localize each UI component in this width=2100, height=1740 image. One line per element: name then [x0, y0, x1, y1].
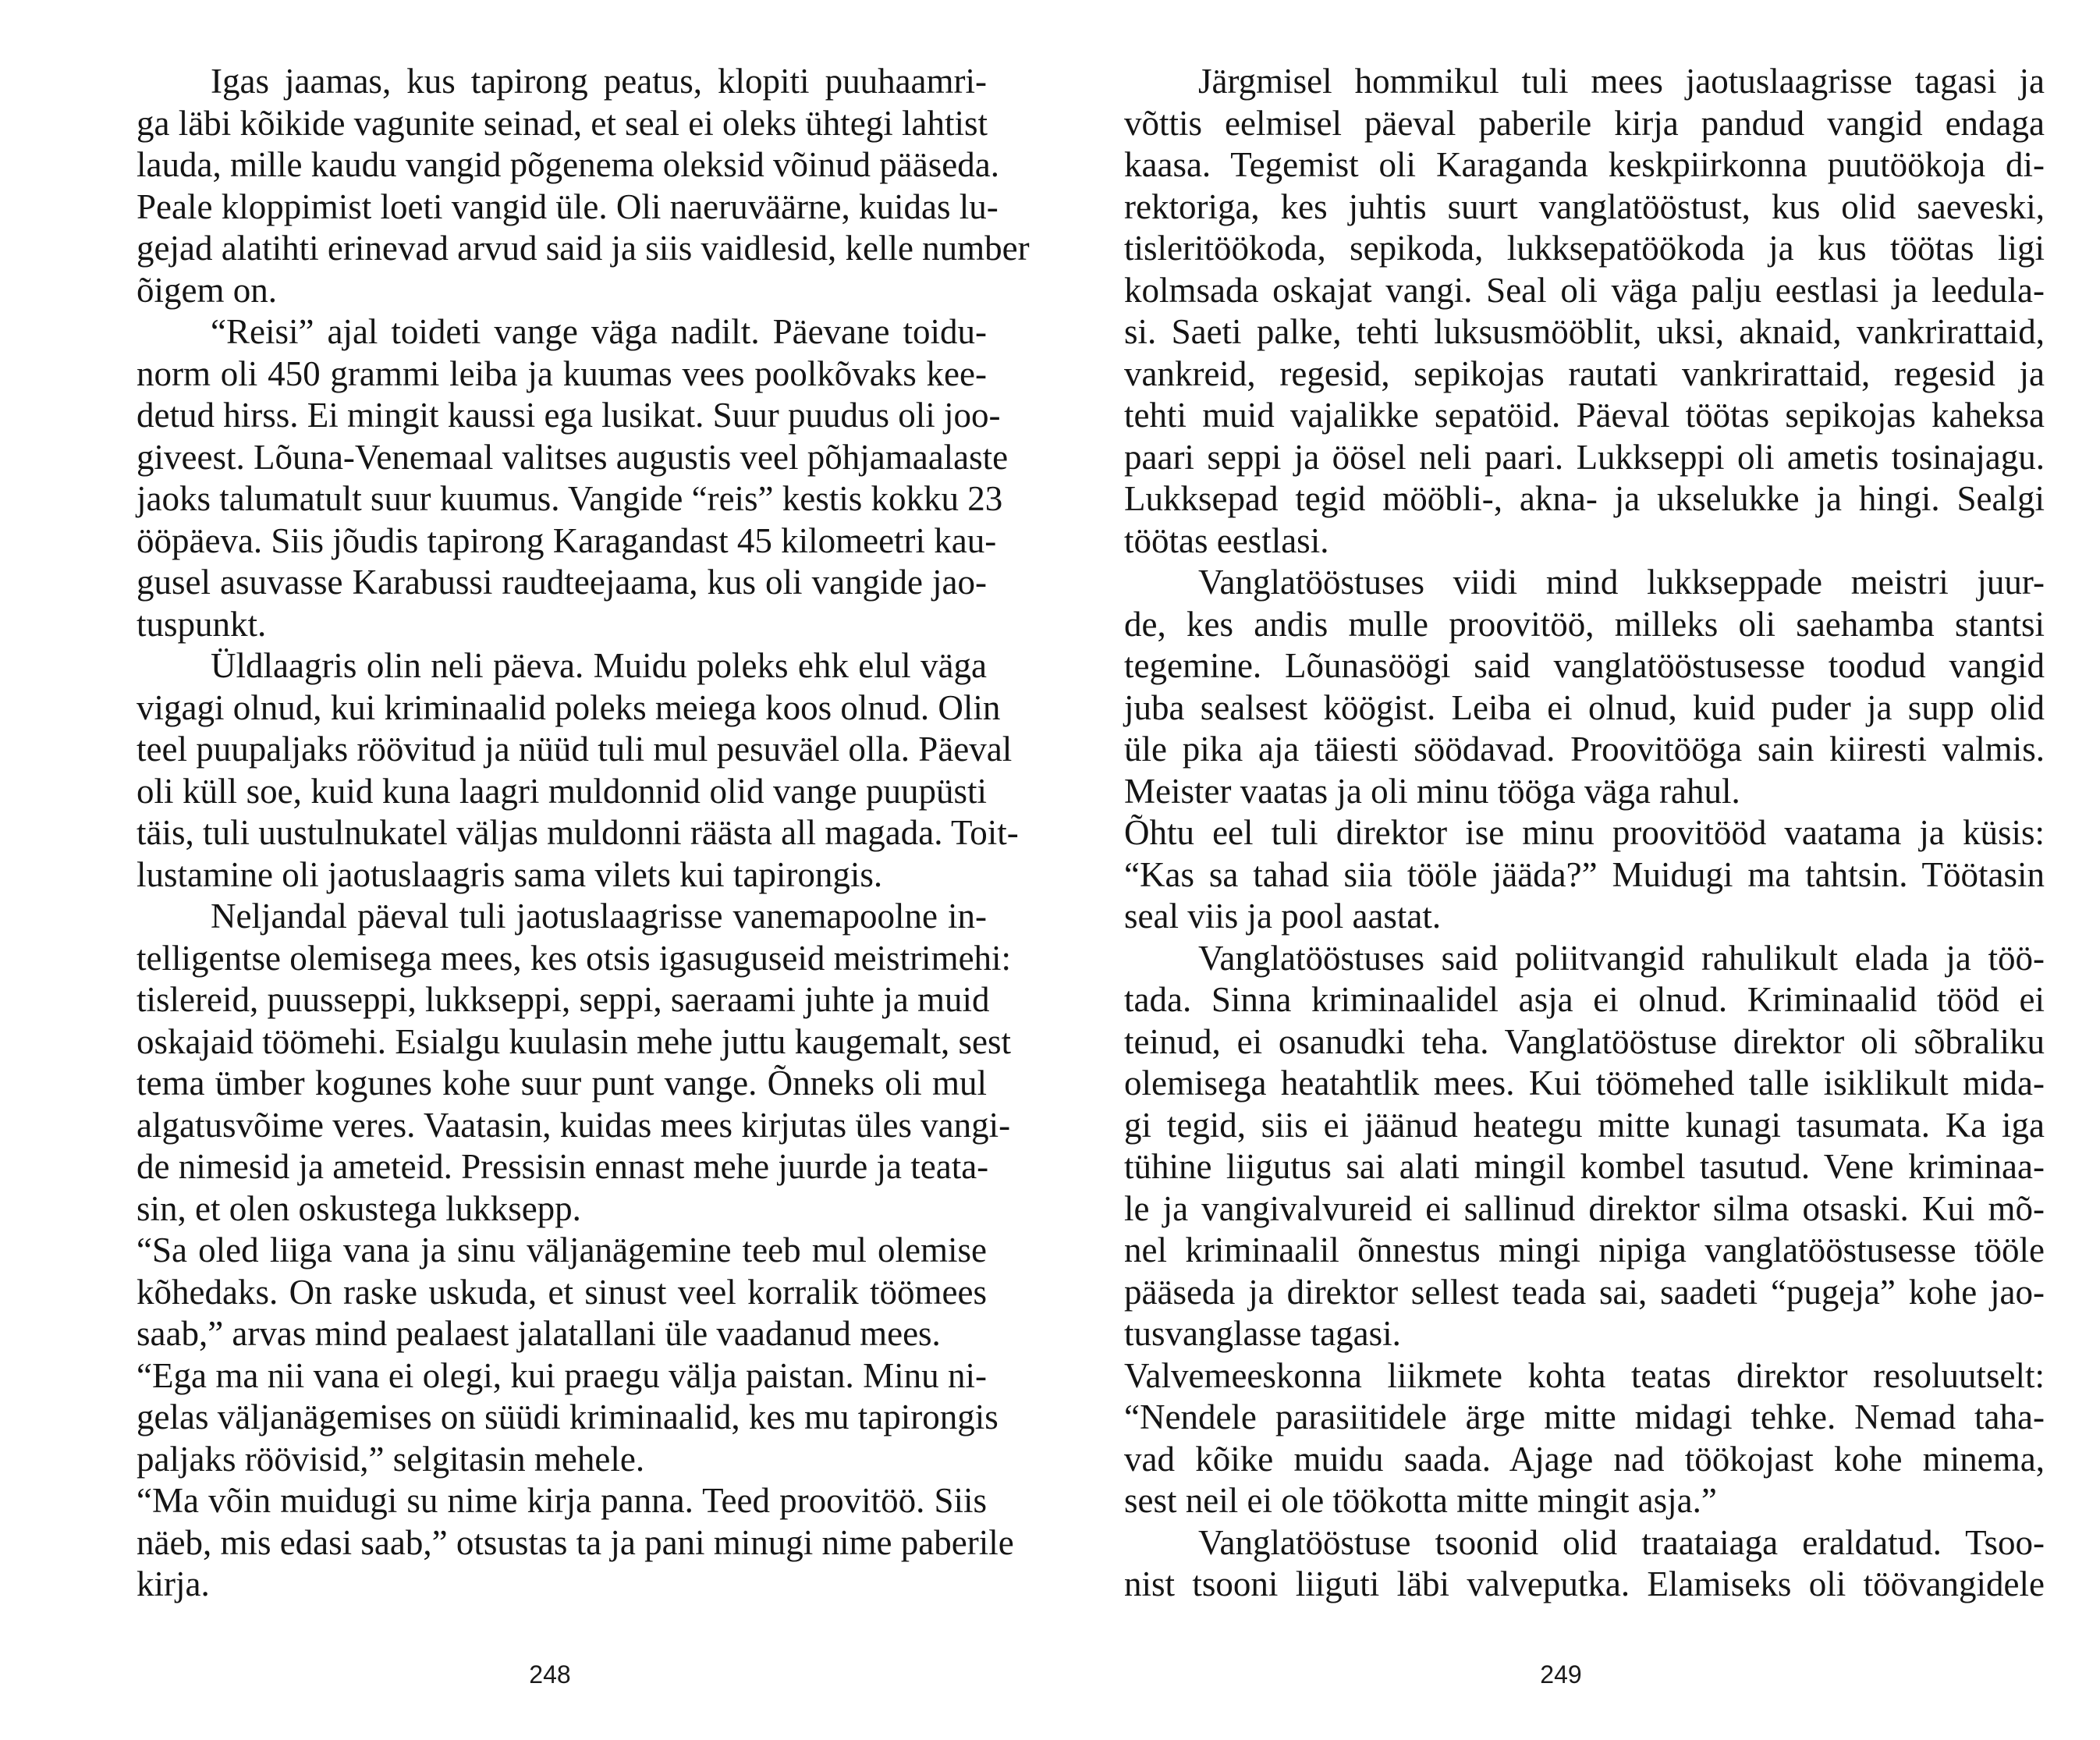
text-line: sin, et olen oskustega lukksepp. — [137, 1188, 581, 1228]
text-line: gelas väljanägemises on süüdi kriminaalid, kes mu tapirongis — [137, 1397, 999, 1436]
text-line: Valvemeeskonna liikmete kohta teatas direktor resoluutselt: — [1124, 1355, 2045, 1395]
text-line: giveest. Lõuna-Venemaal valitses augustis veel põhjamaalaste — [137, 437, 1009, 477]
text-line: Vanglatööstuses viidi mind lukkseppade meistri juur- — [1198, 563, 2045, 602]
text-line: oskajaid töömehi. Esialgu kuulasin mehe juttu kaugemalt, sest — [137, 1021, 1012, 1061]
text-line: de, kes andis mulle proovitöö, milleks oli saehamba stantsi — [1124, 604, 2045, 644]
text-line: Meister vaatas ja oli minu tööga väga rahul. — [1124, 771, 1740, 811]
text-line: tislereid, puusseppi, lukkseppi, seppi, saeraami juhte ja muid — [137, 980, 990, 1019]
text-line: algatusvõime veres. Vaatasin, kuidas mees kirjutas üles vangi- — [137, 1105, 1011, 1145]
text-line: “Reisi” ajal toideti vange väga nadilt. Päevane toidu- — [211, 312, 987, 351]
text-line: kolmsada oskajat vangi. Seal oli väga palju eestlasi ja leedula- — [1124, 270, 2045, 310]
text-line: Järgmisel hommikul tuli mees jaotuslaagrisse tagasi ja — [1198, 62, 2045, 101]
text-line: vankreid, regesid, sepikojas rautati vankrirattaid, regesid ja — [1124, 353, 2045, 393]
text-line: Üldlaagris olin neli päeva. Muidu poleks ehk elul väga — [211, 646, 987, 685]
text-line: seal viis ja pool aastat. — [1124, 897, 1442, 936]
text-line: sest neil ei ole töökotta mitte mingit asja.” — [1124, 1481, 1717, 1520]
text-line: “Kas sa tahad siia tööle jääda?” Muidugi ma tahtsin. Töötasin — [1124, 854, 2045, 894]
right-page — [1050, 0, 2100, 1740]
text-line: tühine liigutus sai alati mingil kombel tasutud. Vene kriminaa- — [1124, 1147, 2045, 1186]
text-line: tuspunkt. — [137, 604, 267, 644]
text-line: juba sealsest köögist. Leiba ei olnud, kuid puder ja supp olid — [1124, 687, 2045, 727]
text-line: tema ümber kogunes kohe suur punt vange. Õnneks oli mul — [137, 1064, 987, 1103]
text-line: kõhedaks. On raske uskuda, et sinust veel korralik töömees — [137, 1272, 987, 1312]
right-page-text — [1124, 61, 2045, 1606]
text-line: teinud, ei osanudki teha. Vanglatööstuse direktor oli sõbraliku — [1124, 1021, 2045, 1061]
text-line: olemisega heatahtlik mees. Kui töömehed talle isiklikult mida- — [1124, 1064, 2045, 1103]
text-line: saab,” arvas mind pealaest jalatallani üle vaadanud mees. — [137, 1314, 941, 1353]
text-line: võttis eelmisel päeval paberile kirja pandud vangid endaga — [1124, 103, 2045, 143]
text-line: “Sa oled liiga vana ja sinu väljanägemine teeb mul olemise — [137, 1230, 987, 1269]
text-line: tisleritöökoda, sepikoda, lukksepatöökoda ja kus töötas ligi — [1124, 229, 2045, 268]
text-line: Igas jaamas, kus tapirong peatus, klopiti puuhaamri- — [211, 62, 987, 101]
text-line: lustamine oli jaotuslaagris sama vilets kui tapirongis. — [137, 854, 883, 894]
text-line: gejad alatihti erinevad arvud said ja siis vaidlesid, kelle number — [137, 229, 1030, 268]
text-line: üle pika aja täiesti söödavad. Proovitööga sain kiiresti valmis. — [1124, 730, 2045, 769]
text-line: oli küll soe, kuid kuna laagri muldonnid olid vange puupüsti — [137, 771, 987, 811]
text-line: rektoriga, kes juhtis suurt vanglatööstust, kus olid saeveski, — [1124, 186, 2045, 226]
text-line: vad kõike muidu saada. Ajage nad töökojast kohe minema, — [1124, 1439, 2045, 1479]
text-line: “Nendele parasiitidele ärge mitte midagi tehke. Nemad taha- — [1124, 1397, 2045, 1436]
text-line: “Ma võin muidugi su nime kirja panna. Teed proovitöö. Siis — [137, 1481, 987, 1520]
text-line: ööpäeva. Siis jõudis tapirong Karagandast 45 kilomeetri kau- — [137, 520, 997, 560]
text-line: detud hirss. Ei mingit kaussi ega lusikat. Suur puudus oli joo- — [137, 396, 1001, 435]
text-line: Neljandal päeval tuli jaotuslaagrisse vanemapoolne in- — [211, 897, 987, 936]
text-line: Peale kloppimist loeti vangid üle. Oli naeruväärne, kuidas lu- — [137, 186, 999, 226]
text-line: nist tsooni liiguti läbi valveputka. Elamiseks oli töövangidele — [1124, 1564, 2045, 1603]
text-line: töötas eestlasi. — [1124, 520, 1329, 560]
text-line: nel kriminaalil õnnestus mingi nipiga vanglatööstusesse tööle — [1124, 1230, 2045, 1269]
text-line: kaasa. Tegemist oli Karaganda keskpiirkonna puutöökoja di- — [1124, 145, 2045, 184]
text-line: lauda, mille kaudu vangid põgenema oleksid võinud pääseda. — [137, 145, 999, 184]
text-line: le ja vangivalvureid ei sallinud direktor silma otsaski. Kui mõ- — [1124, 1188, 2045, 1228]
left-page-text — [137, 61, 1030, 1606]
text-line: norm oli 450 grammi leiba ja kuumas vees poolkõvaks kee- — [137, 353, 987, 393]
text-line: paari seppi ja öösel neli paari. Lukkseppi oli ametis tosinajagu. — [1124, 437, 2045, 477]
text-line: teel puupaljaks röövitud ja nüüd tuli mul pesuväel olla. Päeval — [137, 730, 1013, 769]
text-line: Lukksepad tegid mööbli-, akna- ja ukselukke ja hingi. Sealgi — [1124, 479, 2045, 518]
text-line: jaoks talumatult suur kuumus. Vangide “reis” kestis kokku 23 — [137, 479, 1003, 518]
text-line: tegemine. Lõunasöögi said vanglatööstusesse toodud vangid — [1124, 646, 2045, 685]
page-number-right: 249 — [1540, 1660, 1582, 1689]
text-line: de nimesid ja ameteid. Pressisin ennast mehe juurde ja teata- — [137, 1147, 989, 1186]
text-line: vigagi olnud, kui kriminaalid poleks meiega koos olnud. Olin — [137, 687, 1001, 727]
text-line: gusel asuvasse Karabussi raudteejaama, kus oli vangide jao- — [137, 563, 987, 602]
text-line: kirja. — [137, 1564, 210, 1603]
text-line: si. Saeti palke, tehti luksusmööblit, uksi, aknaid, vankrirattaid, — [1124, 312, 2045, 351]
text-line: Vanglatööstuse tsoonid olid traataiaga eraldatud. Tsoo- — [1198, 1522, 2045, 1562]
text-line: paljaks röövisid,” selgitasin mehele. — [137, 1439, 645, 1479]
text-line: pääseda ja direktor sellest teada sai, saadeti “pugeja” kohe jao- — [1124, 1272, 2045, 1312]
text-line: Vanglatööstuses said poliitvangid rahulikult elada ja töö- — [1198, 938, 2045, 978]
text-line: õigem on. — [137, 270, 277, 310]
text-line: gi tegid, siis ei jäänud heategu mitte kunagi tasumata. Ka iga — [1124, 1105, 2045, 1145]
text-line: telligentse olemisega mees, kes otsis igasuguseid meistrimehi: — [137, 938, 1012, 978]
text-line: Õhtu eel tuli direktor ise minu proovitööd vaatama ja küsis: — [1124, 813, 2045, 852]
text-line: ga läbi kõikide vagunite seinad, et seal ei oleks ühtegi lahtist — [137, 103, 988, 143]
text-line: tada. Sinna kriminaalidel asja ei olnud. Kriminaalid tööd ei — [1124, 980, 2045, 1019]
text-line: täis, tuli uustulnukatel väljas muldonni räästa all magada. Toit- — [137, 813, 1019, 852]
text-line: tusvanglasse tagasi. — [1124, 1314, 1401, 1353]
text-line: “Ega ma nii vana ei olegi, kui praegu välja paistan. Minu ni- — [137, 1355, 987, 1395]
page-number-left: 248 — [529, 1660, 571, 1689]
text-line: tehti muid vajalikke sepatöid. Päeval töötas sepikojas kaheksa — [1124, 396, 2045, 435]
text-line: näeb, mis edasi saab,” otsustas ta ja pani minugi nime paberile — [137, 1522, 1014, 1562]
